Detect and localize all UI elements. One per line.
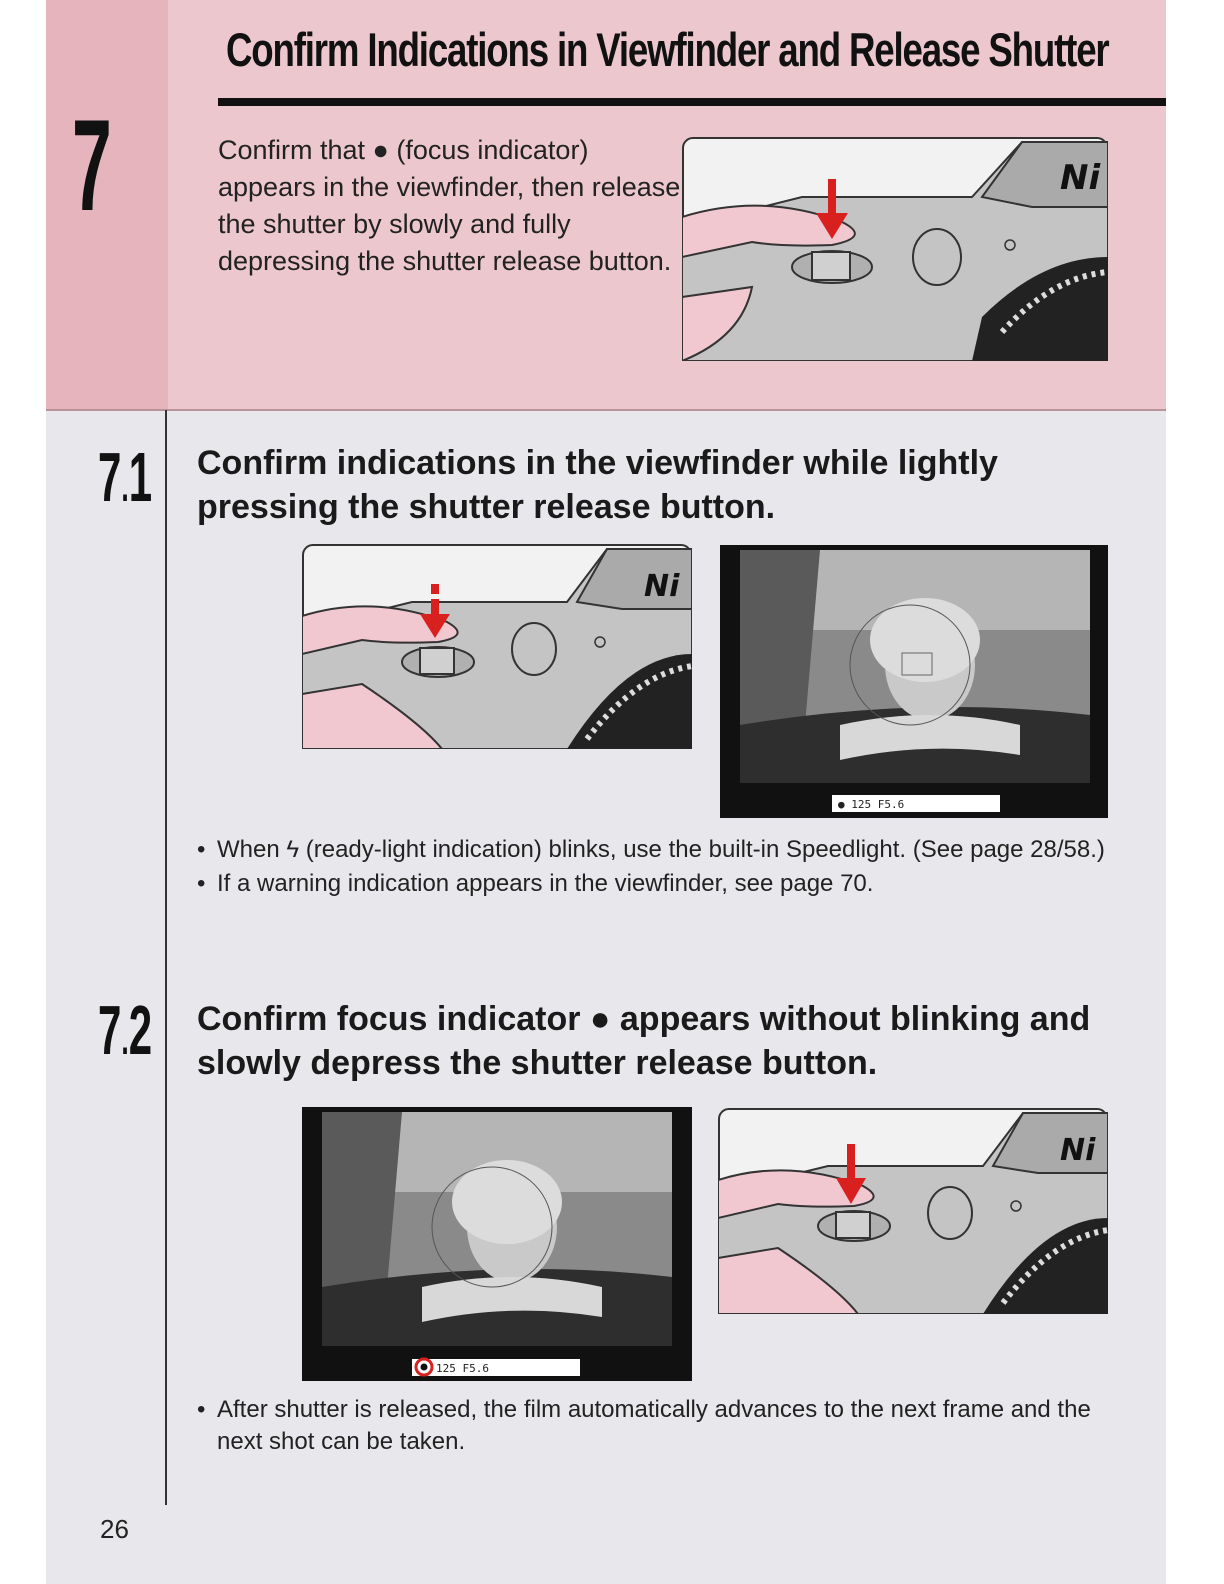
section-notes <box>197 1394 1117 1460</box>
bullet: • <box>197 1396 206 1423</box>
section-number-7-2: 7.2 <box>98 991 153 1069</box>
camera-shutter-illustration-main <box>682 137 1108 361</box>
section-number-main: 7 <box>98 991 122 1069</box>
viewfinder-photo-7-2 <box>302 1107 692 1381</box>
section-number-sub: 2 <box>128 991 153 1069</box>
camera-logo: Ni <box>1060 1133 1096 1168</box>
step-number: 7 <box>72 92 112 238</box>
camera-full-press-illustration <box>718 1108 1108 1314</box>
section-notes <box>197 834 1117 902</box>
viewfinder-readout: 125 F5.6 <box>436 1362 489 1375</box>
note-item <box>197 868 1117 900</box>
bullet: • <box>197 870 206 897</box>
section-heading: Confirm focus indicator ● appears without blinking and slowly depress the shutter release button. <box>197 1000 1091 1082</box>
viewfinder-readout: ● 125 F5.6 <box>838 798 905 811</box>
title-rule <box>218 98 1166 106</box>
intro-text: Confirm that ● (focus indicator) appears in the viewfinder, then release the shutter by slowly and fully depressing the shutter release button. <box>218 135 681 276</box>
note-text: When ϟ (ready-light indication) blinks, use the built-in Speedlight. (See page 28/58.) <box>217 836 1105 863</box>
manual-page <box>46 0 1166 1584</box>
section-number-7-1: 7.1 <box>98 438 153 516</box>
vertical-divider <box>165 410 167 1505</box>
camera-logo: Ni <box>1060 158 1101 198</box>
section-heading: Confirm indications in the viewfinder while lightly pressing the shutter release button. <box>197 444 998 526</box>
page-number: 26 <box>100 1514 129 1544</box>
note-text: After shutter is released, the film automatically advances to the next frame and the next shot can be taken. <box>217 1396 1091 1455</box>
page-title: Confirm Indications in Viewfinder and Release Shutter <box>226 23 1109 76</box>
note-text: If a warning indication appears in the viewfinder, see page 70. <box>217 870 874 897</box>
camera-logo: Ni <box>644 569 680 604</box>
section-number-main: 7 <box>98 438 122 516</box>
header-divider <box>46 409 1166 411</box>
note-item <box>197 834 1117 866</box>
section-number-sub: 1 <box>128 438 153 516</box>
viewfinder-photo-7-1 <box>720 545 1108 818</box>
camera-half-press-illustration <box>302 544 692 749</box>
note-item <box>197 1394 1117 1458</box>
bullet: • <box>197 836 206 863</box>
